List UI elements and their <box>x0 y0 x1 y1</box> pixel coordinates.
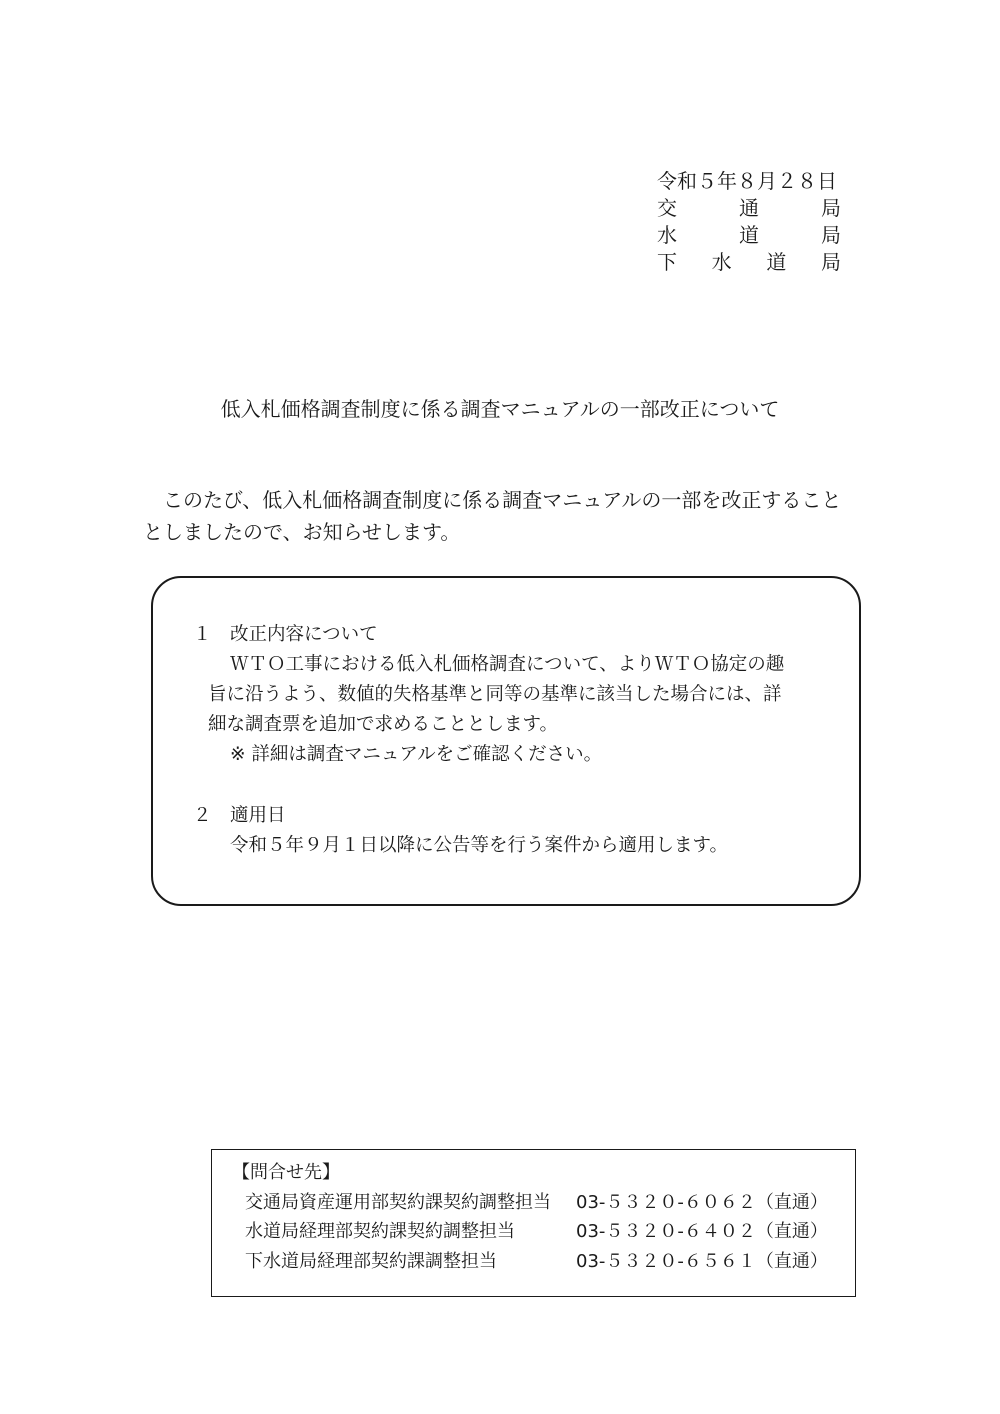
section-2-number: ２ <box>193 805 212 826</box>
contact-row <box>212 1247 857 1277</box>
section-1-body-line: 細な調査票を追加で求めることとします。 <box>208 714 559 735</box>
org-char: 局 <box>821 223 841 247</box>
section-1-note: ※ 詳細は調査マニュアルをご確認ください。 <box>230 744 603 765</box>
contact-box <box>211 1149 856 1297</box>
contact-row <box>212 1188 857 1218</box>
org-transportation-bureau <box>657 195 841 222</box>
org-char: 道 <box>766 250 787 274</box>
org-char: 水 <box>657 223 677 247</box>
section-1-heading: 改正内容について <box>230 624 378 645</box>
contact-department: 下水道局経理部契約課調整担当 <box>245 1251 497 1272</box>
contact-heading: 【問合せ先】 <box>232 1162 340 1183</box>
intro-line: このたび、低入札価格調査制度に係る調査マニュアルの一部を改正すること <box>143 488 842 512</box>
contact-phone: 03-５３２０-６４０２（直通） <box>576 1221 828 1242</box>
org-char: 水 <box>711 250 732 274</box>
section-2-heading: 適用日 <box>230 805 286 826</box>
org-char: 道 <box>739 223 759 247</box>
contact-department: 交通局資産運用部契約課契約調整担当 <box>245 1192 551 1213</box>
contact-phone: 03-５３２０-６０６２（直通） <box>576 1192 828 1213</box>
org-char: 通 <box>739 196 759 220</box>
header-block <box>657 168 841 276</box>
contact-department: 水道局経理部契約課契約調整担当 <box>245 1221 515 1242</box>
org-char: 局 <box>820 250 841 274</box>
issue-date: 令和５年８月２８日 <box>657 169 837 193</box>
revision-details-box <box>151 576 861 906</box>
intro-paragraph <box>143 484 863 548</box>
org-char: 下 <box>657 250 677 274</box>
org-sewerage-bureau <box>657 249 841 276</box>
intro-line: としましたので、お知らせします。 <box>143 520 461 544</box>
org-char: 交 <box>657 196 677 220</box>
section-2-body: 令和５年９月１日以降に公告等を行う案件から適用します。 <box>230 835 729 856</box>
org-char: 局 <box>821 196 841 220</box>
section-1-number: １ <box>193 624 212 645</box>
contact-phone: 03-５３２０-６５６１（直通） <box>576 1251 828 1272</box>
section-1-body-line: 旨に沿うよう、数値的失格基準と同等の基準に該当した場合には、詳 <box>208 684 782 705</box>
section-1-body-line: ＷＴＯ工事における低入札価格調査について、よりＷＴＯ協定の趣 <box>230 654 785 675</box>
org-waterworks-bureau <box>657 222 841 249</box>
contact-row <box>212 1217 857 1247</box>
document-title: 低入札価格調査制度に係る調査マニュアルの一部改正について <box>220 397 780 421</box>
